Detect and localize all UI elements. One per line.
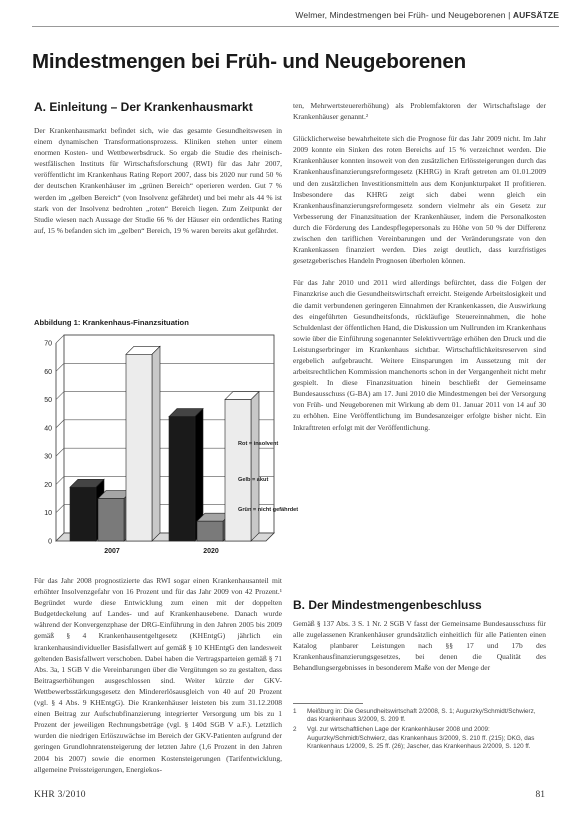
footnote-text: Meißburg in: Die Gesundheitswirtschaft 2/2008, S. 1; Augurzky/Schmidt/Schwierz, das Krankenhaus 3/2009, S. 209 ff. (307, 708, 536, 724)
chart-x-labels (104, 548, 219, 555)
bar (98, 499, 124, 541)
bar-side (152, 346, 160, 541)
figure-caption: Abbildung 1: Krankenhaus-Finanzsituation (34, 318, 189, 327)
running-head-section: AUFSÄTZE (512, 10, 559, 20)
y-tick-label: 40 (44, 425, 52, 433)
y-tick-label: 20 (44, 481, 52, 489)
right-column-bottom (293, 618, 546, 700)
y-tick-label: 50 (44, 397, 52, 405)
x-tick-label: 2007 (104, 548, 120, 555)
right-column-top (293, 100, 546, 584)
y-tick-label: 10 (44, 510, 52, 518)
bar (225, 400, 251, 541)
running-head-title: Welmer, Mindestmengen bei Früh- und Neugeborenen (295, 10, 506, 20)
left-column-bottom (34, 575, 282, 790)
paragraph: Gemäß § 137 Abs. 3 S. 1 Nr. 2 SGB V fasst der Gemeinsame Bundesausschuss für alle zugelassenen Krankenhäuser grundsätzlich einheitlich für alle Patienten einen Katalog planbarer Leistungen nach §§ 17 und 17b des Krankenhausfinanzierungsgesetzes, bei denen die Qualität des Behandlungsergebnisses in besonderem Maße von der Menge der (293, 619, 546, 673)
footer-journal: KHR 3/2010 (34, 790, 86, 800)
y-tick-label: 0 (48, 538, 52, 546)
footnote-number: 2 (293, 726, 297, 734)
footnotes (293, 708, 546, 753)
header-rule (32, 26, 559, 27)
article-title: Mindestmengen bei Früh- und Neugeborenen (32, 50, 466, 73)
running-head-separator: | (508, 10, 513, 20)
paragraph: ten, Mehrwertsteuererhöhung) als Problemfaktoren der Wirtschaftslage der Krankenhäuser genannt.² (293, 101, 546, 122)
bar (70, 487, 96, 541)
chart-ticks (44, 341, 52, 546)
x-tick-label: 2020 (203, 548, 219, 555)
footnote (293, 726, 546, 751)
left-column-top (34, 125, 282, 328)
bar (169, 417, 195, 541)
section-a-heading: A. Einleitung – Der Krankenhausmarkt (34, 100, 253, 114)
bar-side (251, 392, 259, 541)
y-tick-label: 60 (44, 368, 52, 376)
legend-label: Grün = nicht gefährdet (238, 507, 299, 513)
bar (126, 354, 152, 541)
legend-label: Rot = insolvent (238, 441, 279, 447)
footnote (293, 708, 546, 724)
y-tick-label: 30 (44, 453, 52, 461)
page-number: 81 (535, 790, 545, 800)
bar-chart (34, 335, 299, 557)
section-b-heading: B. Der Mindestmengenbeschluss (293, 598, 482, 612)
running-head (295, 10, 559, 20)
footnote-number: 1 (293, 708, 297, 715)
paragraph: Der Krankenhausmarkt befindet sich, wie das gesamte Gesundheitswesen in einem dynamischen Transformationsprozess. Kliniken stehen unter einem enormen Kosten- und Wettbewerbsdruck. So ergab die Studie des rheinisch-westfälischen Instituts für Wirtschaftsforschung (RWI) für das Jahr 2007, veröffentlicht im Krankenhaus Rating Report 2007, dass bis 2020 nur rund 50 % der deutschen Krankenhäuser im „grünen Bereich“ operieren werden. Gut 7 % werden im „gelben Bereich“ (von Insolvenz gefährdet) und bei mehr als 44 % ist stark von der Insolvenz bedrohten „roten“ Bereich liegen. Zum Zeitpunkt der Studie wiesen nach Aussage der Studie 66 % der Häuser ein ordentliches Rating auf, 15 % befanden sich im „gelben“ Bereich, 19 % waren bereits akut gefährdet. (34, 126, 282, 235)
footnote-rule (293, 703, 363, 704)
paragraph: Für das Jahr 2008 prognostizierte das RWI sogar einen Krankenhausanteil mit erhöhter Insolvenzgefahr von 16 Prozent und für das Jahr 2009 von 42 Prozent.¹ Begründet wurde diese Entwicklung zum einen mit der doppelten Budgetdeckelung auf Landes- und auf Krankenhausebene. Danach wurde während der Konvergenzphase der DRG-Einführung in den Jahren 2005 bis 2009 gemäß § 4 Krankenhausentgeltgesetz (KHEntgG) jährlich ein krankenhausindividueller Basisfallwert auf gemäß § 10 KHEntgG den landesweit geltenden Basisfallwert verschoben. Dabei haben die Vertragsparteien gemäß § 71 Abs. 3a, 1 SGB V die Vereinbarungen über die Vergütungen so zu gestalten, dass Beitragserhöhungen ausgeschlossen sind. Weiter kürzte der GKV-Wettbewerbsstärkungsgesetz den Mindererlösausgleich von 40 auf 20 Prozent (vgl. § 4 Abs. 9 KHEntgG). Die Krankenhäuser leisteten bis zum 31.12.2008 einen Beitrag zur Aufschubfinanzierung integrierter Versorgung um bis zu 1 Prozent der jeweiligen Rechnungsbeträge (vgl. § 140d SGB V a.F.). Letztlich wurden die niedrigen Erlöszuwächse im Bereich der GKV-Patienten aufgrund der geringen Grundlohnratensteigerung der letzten Jahre (1,6 Prozent in den Jahren 2004 bis 2007) sowie die enormen Kostensteigerungen (Tarifentwicklung, allgemeine Preissteigerungen, Energiekos- (34, 576, 282, 774)
bar (197, 521, 223, 541)
paragraph: Glücklicherweise bewahrheitete sich die Prognose für das Jahr 2009 nicht. Im Jahr 2009 konnte ein Sinken des roten Bereichs auf 15 % verzeichnet werden. Die Krankenhäuser konnten insoweit von den zusätzlichen Erlössteigerungen durch das Krankenhausfinanzierungsreformgesetz (KHRG) in Kraft getreten am 01.01.2009 und den zusätzlichen Investitionsmitteln aus dem Konjunkturpaket II profitieren. Insbesondere das KHRG zeigt sich dabei wenn gleich ein Krankenhausfinanzierungsreformgesetz sondern vielmehr als ein Gesetz zur Verbesserung der Finanzsituation der Krankenhäuser, indem die Personalkosten durch die Förderung des Landespflegepersonals zu Höhe von 50 % der Differenz zwischen den tariflichen Vereinbarungen und der Veränderungsrate von den Krankenkassen finanziert werden. Dies zeigt deutlich, dass kurzfristiges gesetzgeberisches Handeln Prognosen überholen können. (293, 134, 546, 266)
y-tick-label: 70 (44, 340, 52, 348)
paragraph: Für das Jahr 2010 und 2011 wird allerdings befürchtet, dass die Folgen der Finanzkrise auch die Gesundheitswirtschaft erreicht. Steigende Arbeitslosigkeit und die damit verbundenen geringeren Einnahmen der Krankenkassen, die Auswirkung des eingeführten Gesundheitsfonds, rückläufige Steuereinnahmen, die hohe Schuldenlast der öffentlichen Hand, die Diskussion um Nullrunden im Krankenhaus sowie über die Einführung sogenannter Selektivverträge erhöhen den Druck und die Leistungserbringer im Krankenhaus sichtbar. Wirtschaftlichkeitsreserven sind ergebelich aufgebraucht. Weitere Einsparungen im Aussetzung mit der arbeitsrechtlichen Kommission manchenorts schon in der Vergangenheit nicht mehr gespielt. In diese Finanzsituation hinein beschließt der Gemeinsame Bundesausschuss (G-BA) am 17. Juni 2010 die Mindestmengen bei der Versorgung von Früh- und Neugeborenen mit Wirkung ab dem 01. Januar 2011 von 14 auf 30 zu erhöhen. Eine Veröffentlichung im Bundesanzeiger erfolgte bisher nicht. Ein Inkrafttreten erfolgt mit der Veröffentlichung. (293, 278, 546, 432)
legend-label: Gelb = akut (238, 477, 269, 483)
footnote-text: Vgl. zur wirtschaftlichen Lage der Krankenhäuser 2008 und 2009: Augurzky/Schmidt/Schwierz, das Krankenhaus 3/2009, S. 210 ff. (215); DKG, das Krankenhaus 1/2009, S. 25 ff. (26); Jascher, das Krankenhaus 2/2009, S. 120 ff. (307, 726, 535, 750)
